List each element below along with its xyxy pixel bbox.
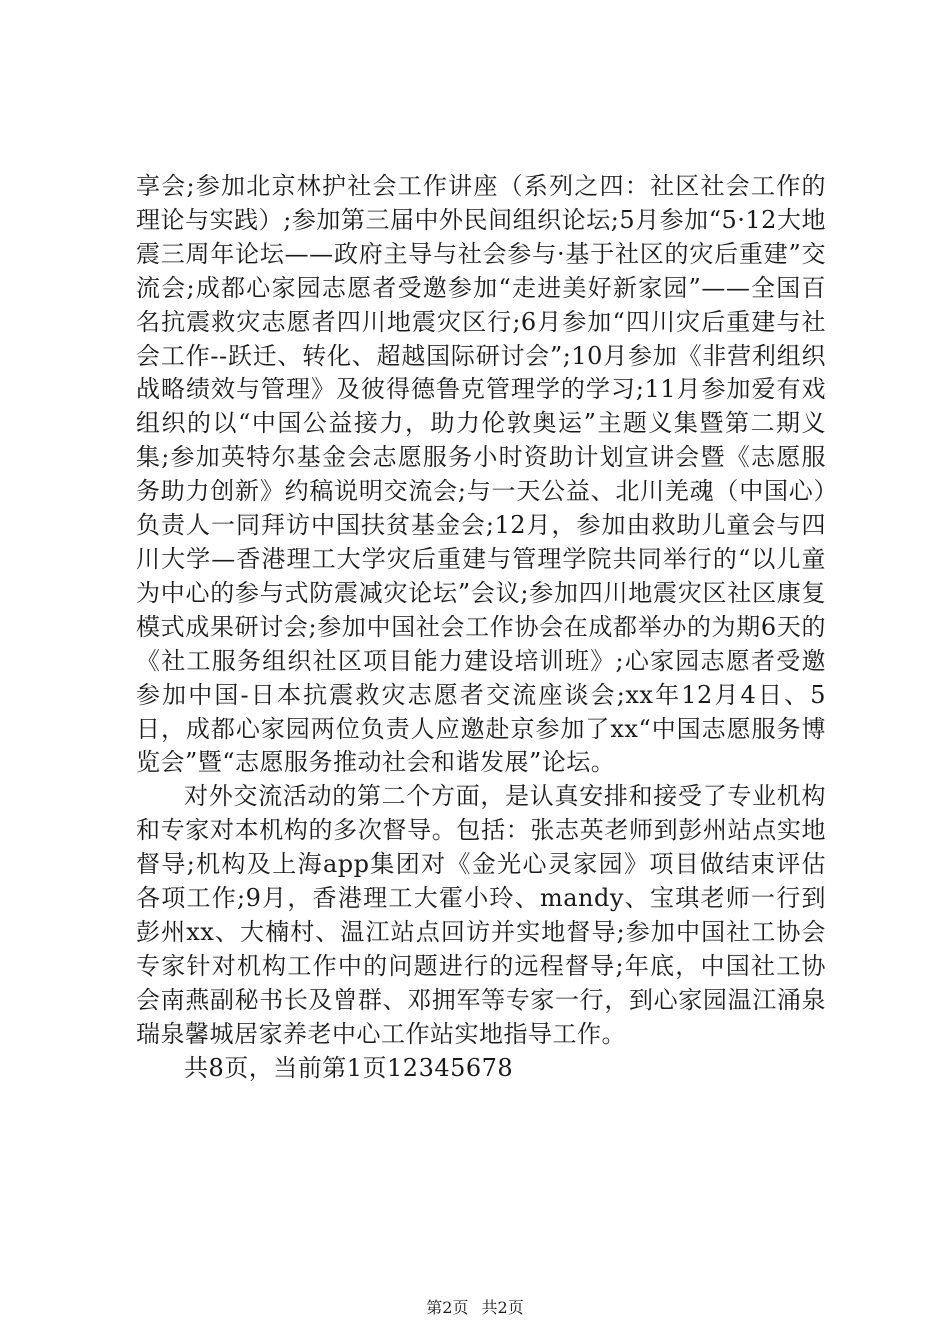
page-footer [0,1298,950,1318]
footer-current-page: 第2页 [426,1298,469,1317]
document-body [136,170,826,1085]
paragraph-supervision: 对外交流活动的第二个方面，是认真安排和接受了专业机构和专家对本机构的多次督导。包括：张志英老师到彭州站点实地督导;机构及上海app集团对《金光心灵家园》项目做结束评估各项工作;9月，香港理工大霍小玲、mandy、宝琪老师一行到彭州xx、大楠村、温江站点回访并实地督导;参加中国社工协会专家针对机构工作中的问题进行的远程督导;年底，中国社工协会南燕副秘书长及曾群、邓拥军等专家一行，到心家园温江涌泉瑞泉馨城居家养老中心工作站实地指导工作。 [136,782,826,1048]
paragraph-exchange-activities: 享会;参加北京林护社会工作讲座（系列之四：社区社会工作的理论与实践）;参加第三届中外民间组织论坛;5月参加“5·12大地震三周年论坛——政府主导与社会参与·基于社区的灾后重建”交流会;成都心家园志愿者受邀参加“走进美好新家园”——全国百名抗震救灾志愿者四川地震灾区行;6月参加“四川灾后重建与社会工作--跃迁、转化、超越国际研讨会”;10月参加《非营利组织战略绩效与管理》及彼得德鲁克管理学的学习;11月参加爱有戏组织的以“中国公益接力，助力伦敦奥运”主题义集暨第二期义集;参加英特尔基金会志愿服务小时资助计划宣讲会暨《志愿服务助力创新》约稿说明交流会;与一天公益、北川羌魂（中国心）负责人一同拜访中国扶贫基金会;12月，参加由救助儿童会与四川大学—香港理工大学灾后重建与管理学院共同举行的“以儿童为中心的参与式防震减灾论坛”会议;参加四川地震灾区社区康复模式成果研讨会;参加中国社会工作协会在成都举办的为期6天的《社工服务组织社区项目能力建设培训班》;心家园志愿者受邀参加中国-日本抗震救灾志愿者交流座谈会;xx年12月4日、5日，成都心家园两位负责人应邀赴京参加了xx“中国志愿服务博览会”暨“志愿服务推动社会和谐发展”论坛。 [136,172,826,777]
footer-total-pages: 共2页 [481,1298,524,1317]
paragraph-pagination: 共8页，当前第1页12345678 [184,1053,514,1082]
